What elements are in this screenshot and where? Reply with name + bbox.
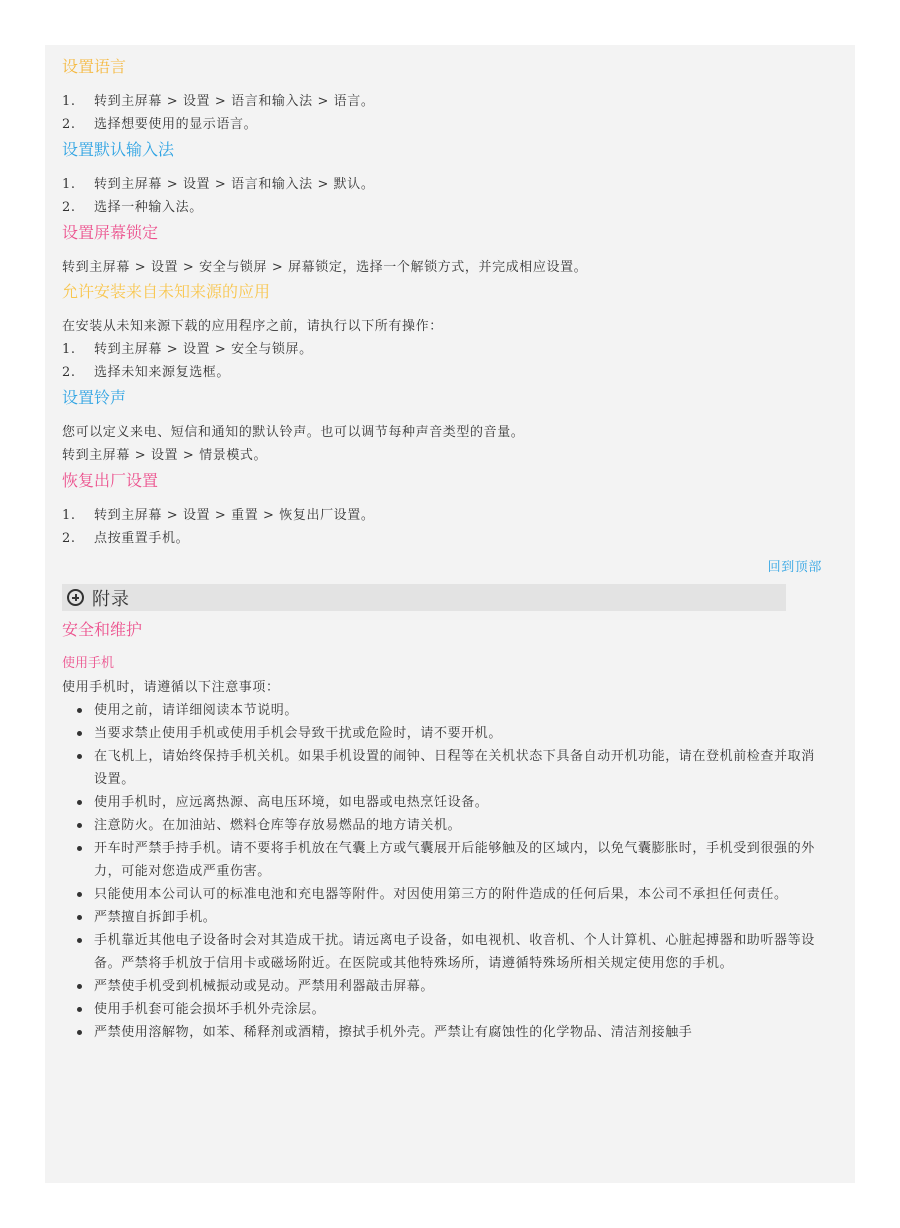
list-item: 当要求禁止使用手机或使用手机会导致干扰或危险时，请不要开机。 <box>62 722 819 745</box>
appendix-toggle[interactable] <box>62 584 786 611</box>
heading-unknown-sources: 允许安装来自未知来源的应用 <box>62 282 271 301</box>
appendix-label: 附录 <box>92 588 130 610</box>
back-to-top-link[interactable]: 回到顶部 <box>767 560 822 575</box>
steps-set-language <box>62 90 855 136</box>
list-item: 1. 转到主屏幕 > 设置 > 重置 > 恢复出厂设置。 <box>62 508 375 523</box>
heading-screen-lock: 设置屏幕锁定 <box>62 223 159 242</box>
list-item: 2. 选择一种输入法。 <box>62 200 203 215</box>
heading-safety: 安全和维护 <box>62 620 143 639</box>
steps-unknown-sources <box>62 338 855 384</box>
list-item: 严禁使用溶解物，如苯、稀释剂或酒精，擦拭手机外壳。严禁让有腐蚀性的化学物品、清洁剂接触手 <box>62 1021 819 1044</box>
text-ringtone-2: 转到主屏幕 > 设置 > 情景模式。 <box>62 448 268 463</box>
list-item: 1. 转到主屏幕 > 设置 > 语言和输入法 > 默认。 <box>62 177 375 192</box>
text-screen-lock: 转到主屏幕 > 设置 > 安全与锁屏 > 屏幕锁定，选择一个解锁方式，并完成相应设置。 <box>62 260 588 275</box>
text-ringtone-1: 您可以定义来电、短信和通知的默认铃声。也可以调节每种声音类型的音量。 <box>62 425 525 440</box>
list-item: 2. 选择想要使用的显示语言。 <box>62 117 258 132</box>
list-item: 2. 选择未知来源复选框。 <box>62 365 231 380</box>
list-item: 手机靠近其他电子设备时会对其造成干扰。请远离电子设备，如电视机、收音机、个人计算机、心脏起搏器和助听器等设备。严禁将手机放于信用卡或磁场附近。在医院或其他特殊场所，请遵循特殊场所相关规定使用您的手机。 <box>62 929 819 975</box>
steps-default-input <box>62 173 855 219</box>
heading-default-input: 设置默认输入法 <box>62 140 175 159</box>
list-item: 严禁使手机受到机械振动或晃动。严禁用利器敲击屏幕。 <box>62 975 819 998</box>
subheading-using-phone: 使用手机 <box>62 656 115 671</box>
list-item: 1. 转到主屏幕 > 设置 > 语言和输入法 > 语言。 <box>62 94 375 109</box>
text-unknown-intro: 在安装从未知来源下载的应用程序之前，请执行以下所有操作： <box>62 319 443 334</box>
list-item: 1. 转到主屏幕 > 设置 > 安全与锁屏。 <box>62 342 313 357</box>
list-item: 使用之前，请详细阅读本节说明。 <box>62 699 819 722</box>
list-item: 使用手机套可能会损坏手机外壳涂层。 <box>62 998 819 1021</box>
list-item: 开车时严禁手持手机。请不要将手机放在气囊上方或气囊展开后能够触及的区域内，以免气囊膨胀时，手机受到很强的外力，可能对您造成严重伤害。 <box>62 837 819 883</box>
list-item: 严禁擅自拆卸手机。 <box>62 906 819 929</box>
list-item: 注意防火。在加油站、燃料仓库等存放易燃品的地方请关机。 <box>62 814 819 837</box>
list-item: 只能使用本公司认可的标准电池和充电器等附件。对因使用第三方的附件造成的任何后果，本公司不承担任何责任。 <box>62 883 819 906</box>
list-item: 2. 点按重置手机。 <box>62 531 190 546</box>
list-item: 使用手机时，应远离热源、高电压环境，如电器或电热烹饪设备。 <box>62 791 819 814</box>
list-item: 在飞机上，请始终保持手机关机。如果手机设置的闹钟、日程等在关机状态下具备自动开机功能，请在登机前检查并取消设置。 <box>62 745 819 791</box>
text-safety-intro: 使用手机时，请遵循以下注意事项： <box>62 680 280 695</box>
plus-circle-icon <box>67 589 84 606</box>
document-page <box>45 45 855 1183</box>
safety-bullets <box>62 699 855 1044</box>
heading-factory-reset: 恢复出厂设置 <box>62 471 159 490</box>
heading-ringtone: 设置铃声 <box>62 388 127 407</box>
heading-set-language: 设置语言 <box>62 57 127 76</box>
steps-factory-reset <box>62 504 855 550</box>
